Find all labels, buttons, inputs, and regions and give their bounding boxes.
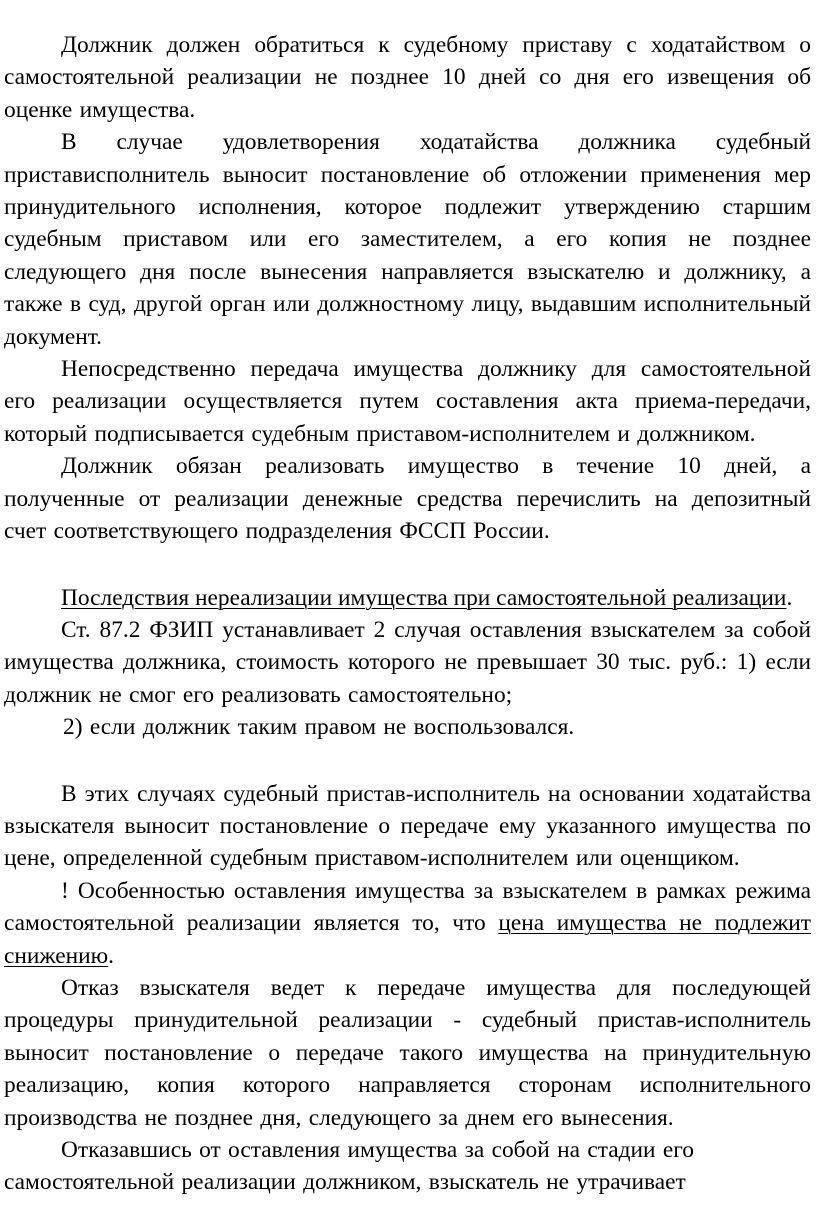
paragraph-sale-deadline: Должник обязан реализовать имущество в течение 10 дней, а полученные от реализации денежные средства перечислить на депозитный счет соответствующего подразделения ФССП России. bbox=[4, 453, 811, 545]
section-heading-period: . bbox=[786, 584, 793, 611]
paragraph-property-transfer: Непосредственно передача имущества должнику для самостоятельной его реализации осуществляется путем составления акта приема-передачи, который подписывается судебным приставом-исполнителем и должником. bbox=[4, 356, 811, 447]
spacer bbox=[4, 744, 811, 778]
section-heading-text: Последствия нереализации имущества при самостоятельной реализации bbox=[61, 584, 787, 611]
paragraph-price-feature bbox=[4, 875, 811, 972]
price-feature-end: . bbox=[108, 942, 115, 969]
spacer bbox=[4, 548, 811, 582]
price-feature-start: ! Особенностью оставления имущества за взыскателем в рамках режима самостоятельной реализации является то, что bbox=[4, 877, 811, 937]
paragraph-creditor-refusal: Отказ взыскателя ведет к передаче имущества для последующей процедуры принудительной реализации - судебный пристав-исполнитель выносит постановление о передаче такого имущества на принудительную реализацию, копия которого направляется сторонам исполнительного производства не позднее дня, следующего за днем его вынесения. bbox=[4, 974, 811, 1131]
paragraph-article-87-2: Ст. 87.2 ФЗИП устанавливает 2 случая оставления взыскателем за собой имущества должника, стоимость которого не превышает 30 тыс. руб.: 1) если должник не смог его реализовать самостоятельно; bbox=[4, 616, 811, 708]
paragraph-bailiff-decision: В этих случаях судебный пристав-исполнитель на основании ходатайства взыскателя выносит постановление о передаче ему указанного имущества по цене, определенной судебным приставом-исполнителем или оценщиком. bbox=[4, 780, 811, 872]
paragraph-petition-granted: В случае удовлетворения ходатайства должника судебный пристависполнитель выносит постановление об отложении применения мер принудительного исполнения, которое подлежит утверждению старшим судебным приставом или его заместителем, а его копия не позднее следующего дня после вынесения направляется взыскателю и должнику, а также в суд, другой орган или должностному лицу, выдавшим исполнительный документ. bbox=[4, 129, 811, 350]
paragraph-debtor-petition: Должник должен обратиться к судебному приставу с ходатайством о самостоятельной реализации не позднее 10 дней со дня его извещения об оценке имущества. bbox=[4, 32, 811, 123]
paragraph-case-two: 2) если должник таким правом не воспользовался. bbox=[63, 714, 575, 741]
paragraph-refusal-consequence: Отказавшись от оставления имущества за собой на стадии его самостоятельной реализации должником, взыскатель не утрачивает bbox=[4, 1137, 694, 1196]
price-not-reduced-text: цена имущества не подлежит снижению bbox=[4, 910, 811, 969]
section-heading bbox=[4, 582, 811, 614]
